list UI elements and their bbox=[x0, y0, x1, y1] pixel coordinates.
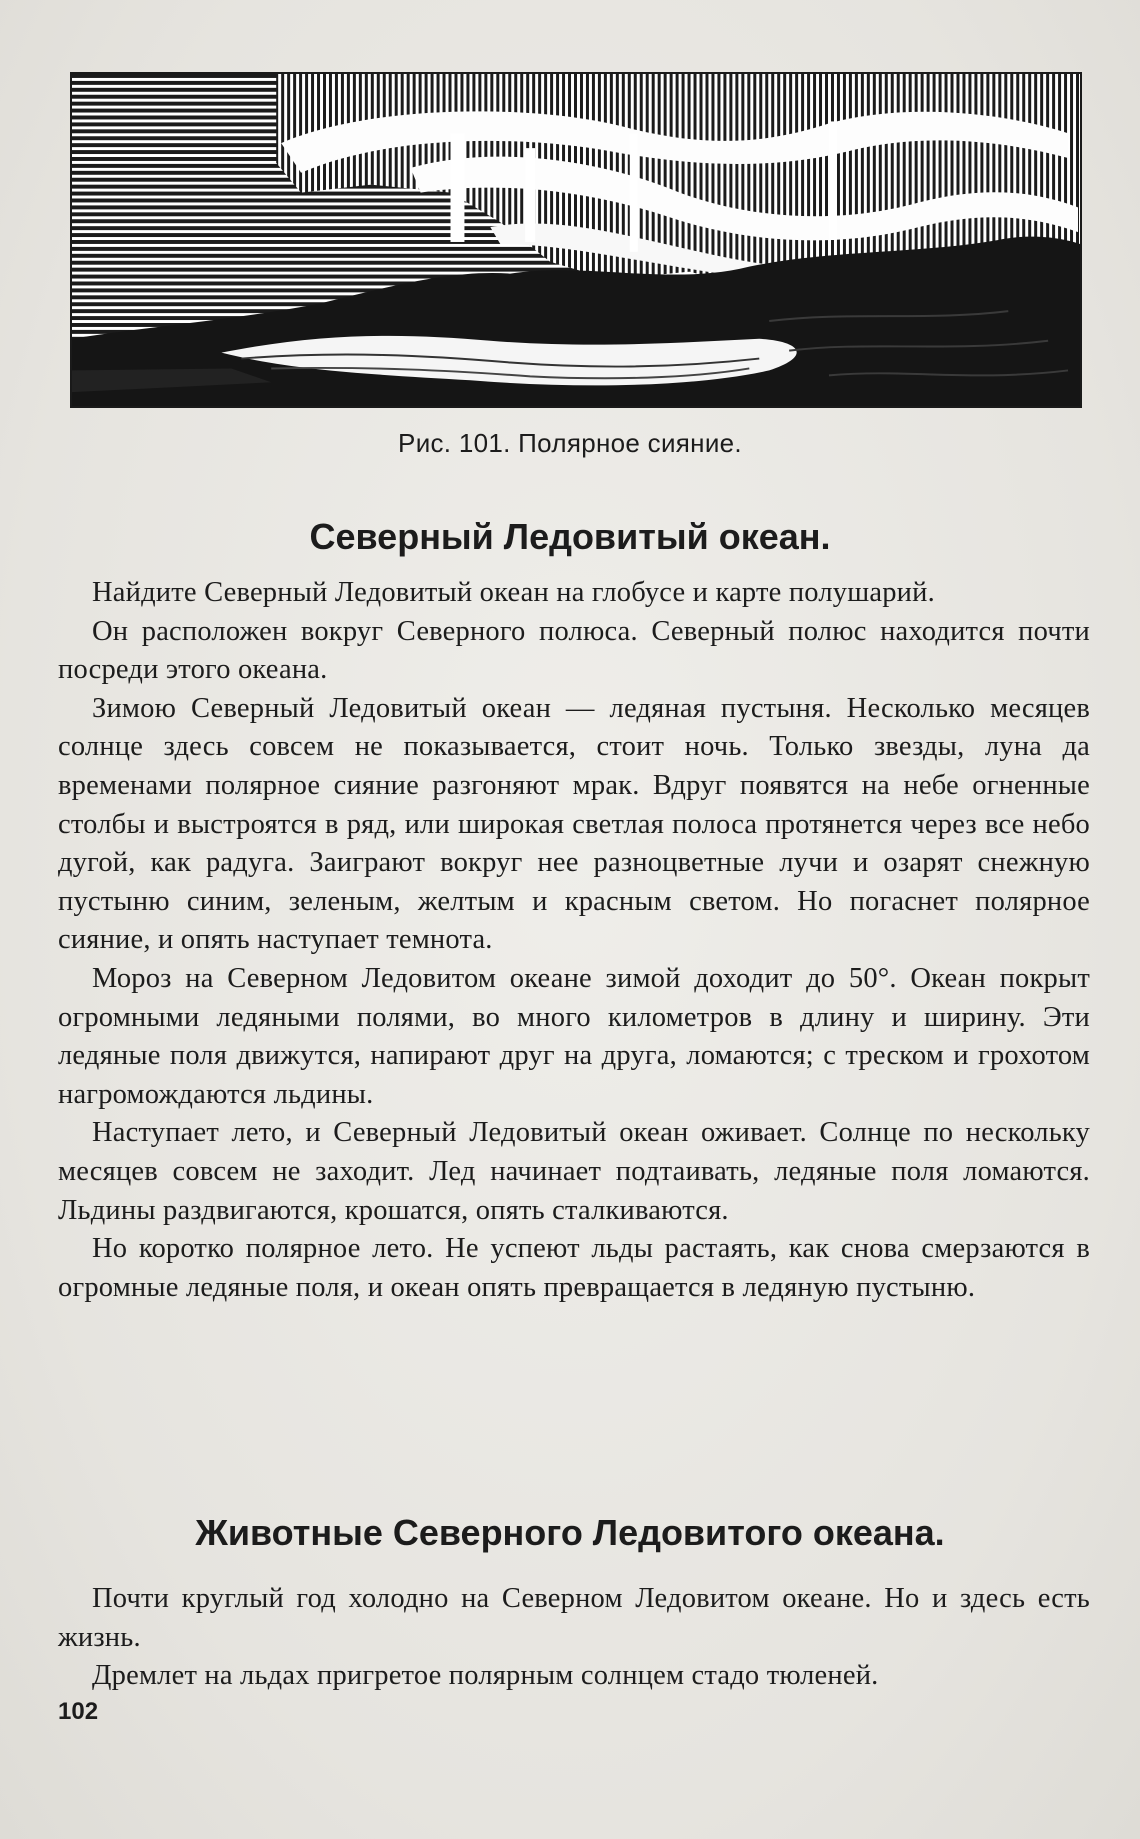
section-title-arctic-ocean: Северный Ледовитый океан. bbox=[309, 516, 831, 557]
paragraph: Он расположен вокруг Северного полюса. Северный полюс находится почти посреди этого океана. bbox=[58, 615, 1090, 686]
aurora-engraving bbox=[72, 74, 1080, 406]
section-title-arctic-animals: Животные Северного Ледовитого океана. bbox=[195, 1512, 945, 1553]
aurora-illustration bbox=[70, 72, 1082, 408]
paragraph: Почти круглый год холодно на Северном Ледовитом океане. Но и здесь есть жизнь. bbox=[58, 1583, 1090, 1653]
section-body-arctic-animals bbox=[58, 1580, 1090, 1696]
paragraph: Зимою Северный Ледовитый океан — ледяная пустыня. Несколько месяцев солнце здесь совсем не показывается, стоит ночь. Только звезды, луна да временами полярное сияние разгоняют мрак. Вдруг появятся на небе огненные столбы и выстроятся в ряд, или широкая светлая полоса протянется через все небо дугой, как радуга. Заиграют вокруг нее разноцветные лучи и озарят снежную пустыню синим, зеленым, желтым и красным светом. Но погаснет полярное сияние, и опять наступает темнота. bbox=[58, 692, 1090, 956]
figure-caption: Рис. 101. Полярное сияние. bbox=[398, 428, 742, 458]
paragraph: Найдите Северный Ледовитый океан на глобусе и карте полушарий. bbox=[92, 577, 935, 608]
paragraph: Наступает лето, и Северный Ледовитый океан оживает. Солнце по нескольку месяцев совсем не заходит. Лед начинает подтаивать, ледяные поля ломаются. Льдины раздвигаются, крошатся, опять сталкиваются. bbox=[58, 1117, 1090, 1226]
paragraph: Мороз на Северном Ледовитом океане зимой доходит до 50°. Океан покрыт огромными ледяными полями, во много километров в длину и ширину. Эти ледяные поля движутся, напирают друг на друга, ломаются; с треском и грохотом нагромождаются льдины. bbox=[58, 962, 1090, 1110]
paragraph: Но коротко полярное лето. Не успеют льды растаять, как снова смерзаются в огромные ледяные поля, и океан опять превращается в ледяную пустыню. bbox=[58, 1233, 1090, 1303]
paragraph: Дремлет на льдах пригретое полярным солнцем стадо тюленей. bbox=[92, 1660, 879, 1692]
page-number: 102 bbox=[58, 1698, 99, 1725]
section-body-arctic-ocean bbox=[58, 574, 1090, 1307]
